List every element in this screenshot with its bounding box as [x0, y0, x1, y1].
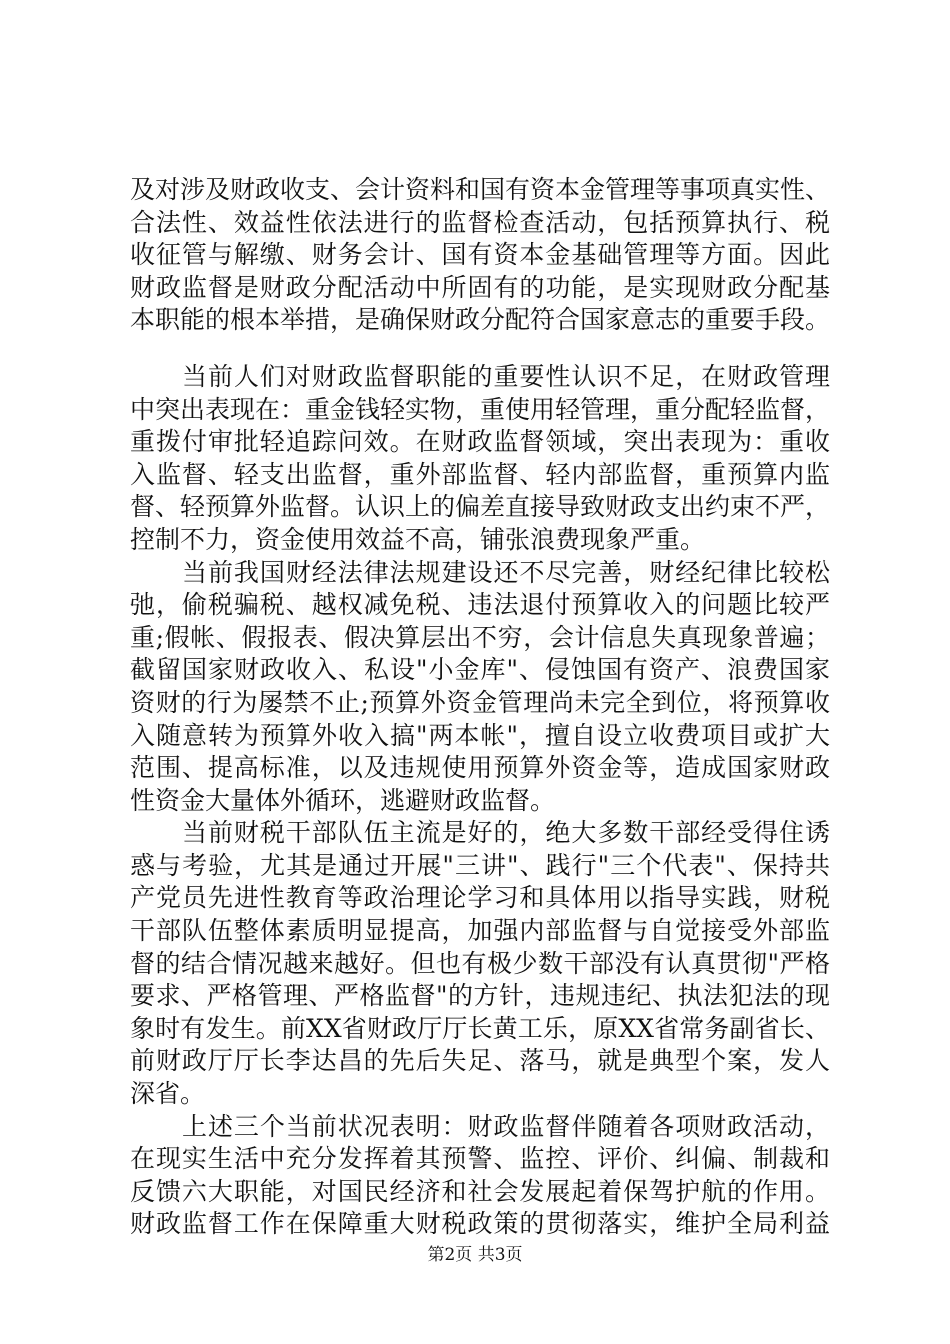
paragraph-2 [130, 361, 830, 557]
text-line: 当前我国财经法律法规建设还不尽完善，财经纪律比较松 [182, 557, 830, 587]
text-line: 收征管与解缴、财务会计、国有资本金基础管理等方面。因此 [130, 240, 830, 270]
text-line: 当前财税干部队伍主流是好的，绝大多数干部经受得住诱 [182, 818, 830, 848]
text-line: 重;假帐、假报表、假决算层出不穷，会计信息失真现象普遍； [130, 622, 830, 652]
paragraph-5 [130, 1111, 830, 1241]
text-line: 惑与考验，尤其是通过开展"三讲"、践行"三个代表"、保持共 [130, 850, 830, 880]
paragraph-3 [130, 557, 830, 818]
page-footer: 第2页 共3页 [427, 1245, 523, 1265]
text-line: 象时有发生。前XX省财政厅厅长黄工乐，原XX省常务副省长、 [130, 1013, 830, 1043]
text-line: 反馈六大职能，对国民经济和社会发展起着保驾护航的作用。 [130, 1176, 830, 1206]
text-line: 财政监督工作在保障重大财税政策的贯彻落实，维护全局利益 [130, 1209, 830, 1239]
paragraph-4 [130, 817, 830, 1110]
text-line: 当前人们对财政监督职能的重要性认识不足，在财政管理 [182, 361, 830, 391]
text-line: 要求、严格管理、严格监督"的方针，违规违纪、执法犯法的现 [130, 981, 830, 1011]
document-body [130, 174, 830, 1241]
text-line: 在现实生活中充分发挥着其预警、监控、评价、纠偏、制裁和 [130, 1144, 830, 1174]
text-line: 中突出表现在：重金钱轻实物，重使用轻管理，重分配轻监督， [130, 394, 830, 424]
text-line: 截留国家财政收入、私设"小金库"、侵蚀国有资产、浪费国家 [130, 655, 830, 685]
text-line: 入随意转为预算外收入搞"两本帐"，擅自设立收费项目或扩大 [130, 720, 830, 750]
text-line: 干部队伍整体素质明显提高，加强内部监督与自觉接受外部监 [130, 916, 830, 946]
text-line: 财政监督是财政分配活动中所固有的功能，是实现财政分配基 [130, 272, 830, 302]
paragraph-1 [130, 174, 830, 337]
text-line: 入监督、轻支出监督，重外部监督、轻内部监督，重预算内监 [130, 459, 830, 489]
text-line: 前财政厅厅长李达昌的先后失足、落马，就是典型个案，发人 [130, 1046, 830, 1076]
text-line: 及对涉及财政收支、会计资料和国有资本金管理等事项真实性、 [130, 175, 830, 204]
text-line: 性资金大量体外循环，逃避财政监督。 [130, 785, 556, 815]
text-line: 重拨付审批轻追踪问效。在财政监督领域，突出表现为：重收 [130, 427, 830, 457]
text-line: 弛，偷税骗税、越权减免税、违法退付预算收入的问题比较严 [130, 590, 830, 620]
text-line: 范围、提高标准，以及违规使用预算外资金等，造成国家财政 [130, 753, 830, 783]
text-line: 督的结合情况越来越好。但也有极少数干部没有认真贯彻"严格 [130, 948, 830, 978]
text-line: 本职能的根本举措，是确保财政分配符合国家意志的重要手段。 [130, 305, 830, 335]
text-line: 深省。 [130, 1079, 206, 1109]
text-line: 合法性、效益性依法进行的监督检查活动，包括预算执行、税 [130, 207, 830, 237]
text-line: 控制不力，资金使用效益不高，铺张浪费现象严重。 [130, 524, 706, 554]
text-line: 产党员先进性教育等政治理论学习和具体用以指导实践，财税 [130, 883, 830, 913]
text-line: 上述三个当前状况表明：财政监督伴随着各项财政活动， [182, 1111, 830, 1141]
text-line: 资财的行为屡禁不止;预算外资金管理尚未完全到位，将预算收 [130, 687, 830, 717]
paragraph-gap [130, 337, 830, 361]
text-line: 督、轻预算外监督。认识上的偏差直接导致财政支出约束不严， [130, 492, 830, 522]
